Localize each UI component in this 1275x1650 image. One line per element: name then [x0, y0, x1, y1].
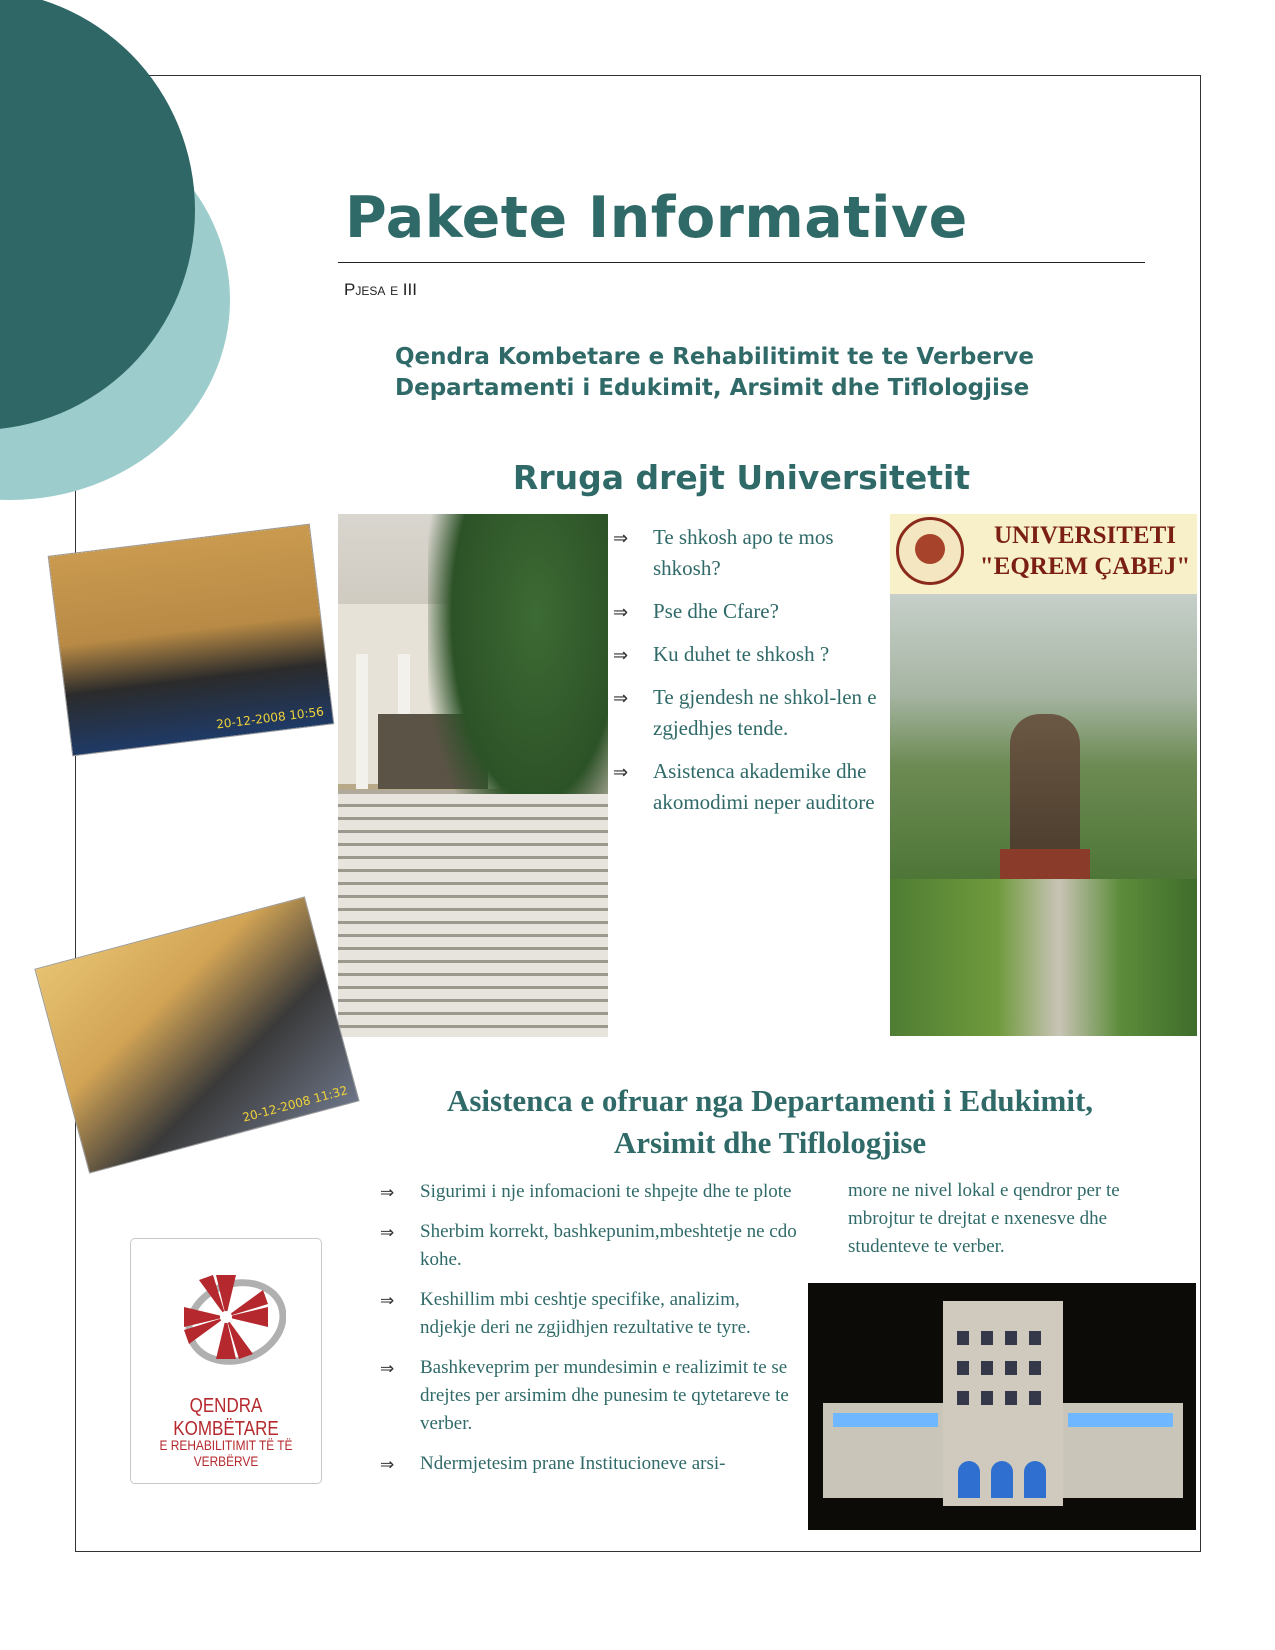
double-arrow-icon: ⇒	[380, 1455, 395, 1475]
assistance-continuation-text: more ne nivel lokal e qendror per te mbrojtur te drejtat e nxenesve dhe studenteve te verber.	[848, 1180, 1120, 1257]
list-item: ⇒ Bashkeveprim per mundesimin e realizimit te se drejtes per arsimim dhe punesim te qytetareve te verber.	[380, 1357, 789, 1434]
statue	[1010, 714, 1080, 864]
list-item: ⇒ Sherbim korrekt, bashkepunim,mbeshtetje ne cdo kohe.	[380, 1221, 797, 1270]
page-title: Pakete Informative	[345, 185, 968, 251]
list-item: ⇒ Asistenca akademike dhe akomodimi neper auditore	[613, 759, 875, 814]
university-section-title: Rruga drejt Universitetit	[512, 458, 971, 497]
list-item: ⇒ Ku duhet te shkosh ?	[613, 639, 883, 670]
double-arrow-icon: ⇒	[613, 645, 629, 666]
photo-timestamp: 20-12-2008 10:56	[215, 704, 325, 732]
entrance-arch	[991, 1461, 1013, 1498]
entrance-column	[356, 654, 368, 789]
logo-subtitle: E REHABILITIMIT TË TË VERBËRVE	[159, 1437, 293, 1469]
university-building-image	[890, 594, 1197, 879]
university-name: UNIVERSITETI "EQREM ÇABEJ"	[979, 522, 1191, 580]
department-name: Departamenti i Edukimit, Arsimit dhe Tiflologjise	[395, 375, 1030, 401]
part-label: Pjesa e III	[344, 280, 417, 299]
statue-base	[1000, 849, 1090, 879]
organization-heading	[395, 342, 1135, 404]
entrance-steps	[338, 794, 608, 1037]
list-item: ⇒ Sigurimi i nje infomacioni te shpejte dhe te plote	[380, 1178, 800, 1206]
university-entrance-photo	[338, 514, 608, 1037]
double-arrow-icon: ⇒	[613, 762, 629, 783]
assistance-bullet-list	[380, 1178, 800, 1490]
list-item: ⇒ Keshillim mbi ceshtje specifike, analizim, ndjekje deri ne zgjidhjen rezultative te tyre.	[380, 1289, 751, 1338]
double-arrow-icon: ⇒	[613, 602, 629, 623]
title-divider	[338, 262, 1145, 263]
double-arrow-icon: ⇒	[380, 1223, 395, 1243]
university-seal	[896, 517, 964, 585]
double-arrow-icon: ⇒	[380, 1359, 395, 1379]
organization-name: Qendra Kombetare e Rehabilitimit te te Verberve	[395, 344, 1034, 370]
double-arrow-icon: ⇒	[380, 1291, 395, 1311]
double-arrow-icon: ⇒	[613, 688, 629, 709]
photo-timestamp: 20-12-2008 11:32	[241, 1083, 350, 1125]
list-item: ⇒ Pse dhe Cfare?	[613, 596, 883, 627]
university-night-photo	[808, 1283, 1196, 1530]
double-arrow-icon: ⇒	[380, 1183, 395, 1203]
university-garden-image	[890, 879, 1197, 1036]
list-item: ⇒ Te shkosh apo te mos shkosh?	[613, 525, 834, 580]
lit-windows	[1068, 1413, 1173, 1427]
conference-photo-1	[49, 525, 333, 755]
university-eqrem-cabej-photo	[890, 514, 1197, 1036]
lit-windows	[833, 1413, 938, 1427]
qendra-kombetare-logo	[130, 1238, 322, 1484]
university-bullet-list	[613, 522, 883, 830]
logo-title: QENDRA KOMBËTARE	[173, 1395, 279, 1440]
double-arrow-icon: ⇒	[613, 528, 629, 549]
qkr-emblem-icon	[176, 1267, 286, 1377]
list-item: ⇒ Te gjendesh ne shkol-len e zgjedhjes tende.	[613, 685, 877, 740]
entrance-arch	[1024, 1461, 1046, 1498]
entrance-arch	[958, 1461, 980, 1498]
assistance-section-title: Asistenca e ofruar nga Departamenti i Edukimit, Arsimit dhe Tiflologjise	[446, 1083, 1094, 1160]
list-item: ⇒ Ndermjetesim prane Institucioneve arsi-	[380, 1450, 800, 1478]
